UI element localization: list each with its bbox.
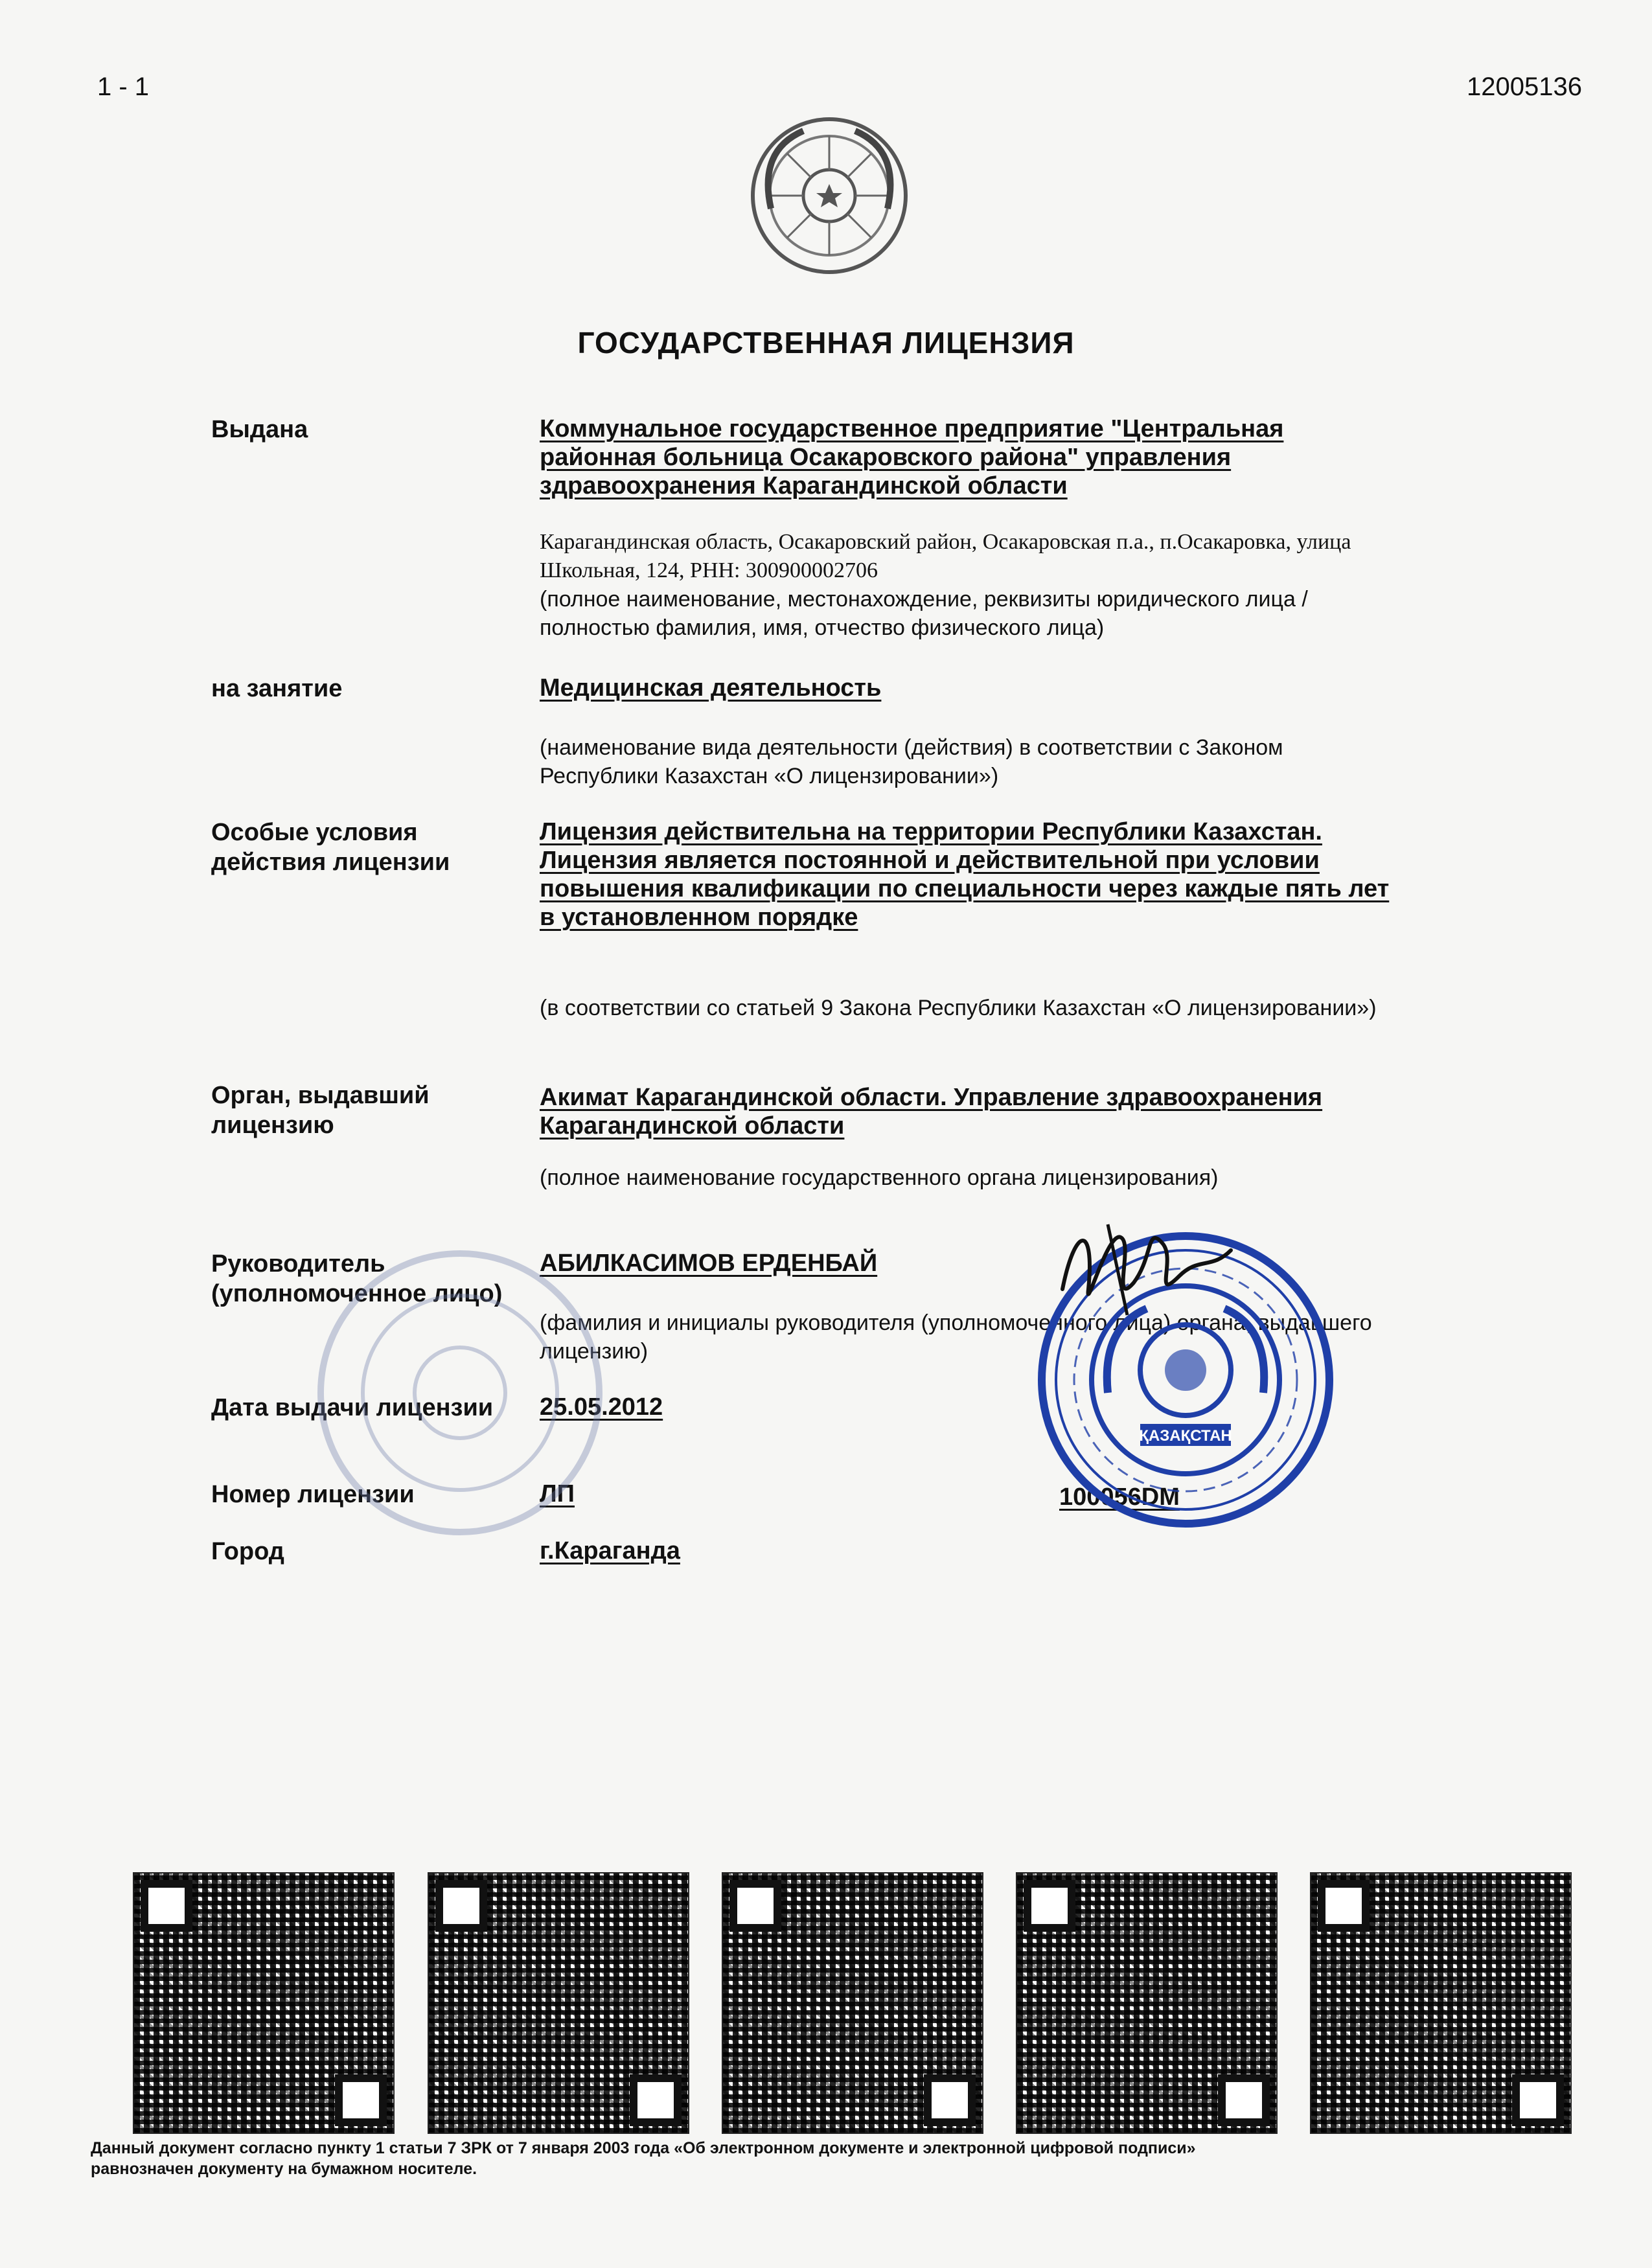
- qr-code-icon: [722, 1872, 983, 2134]
- signature-icon: [1050, 1211, 1244, 1328]
- issue-date-value: 25.05.2012: [540, 1393, 663, 1421]
- qr-code-icon: [133, 1872, 395, 2134]
- conditions-line: повышения квалификации по специальности через каждые пять лет: [540, 875, 1390, 902]
- note-line: полностью фамилия, имя, отчество физического лица): [540, 615, 1105, 640]
- qr-code-icon: [1016, 1872, 1278, 2134]
- label-line: Особые условия: [211, 819, 418, 846]
- note-line: (наименование вида деятельности (действия) в соответствии с Законом: [540, 735, 1283, 760]
- legal-footer: [91, 2138, 1322, 2179]
- city-value: г.Караганда: [540, 1537, 680, 1564]
- faint-stamp-icon: [311, 1244, 609, 1542]
- special-conditions-note: (в соответствии со статьей 9 Закона Республики Казахстан «О лицензировании»): [540, 996, 1377, 1020]
- activity-note: [540, 733, 1460, 790]
- issued-to-address: [540, 528, 1460, 585]
- issued-to-label: Выдана: [211, 416, 308, 443]
- document-id: 12005136: [1467, 73, 1582, 101]
- note-line: лицензию): [540, 1339, 648, 1364]
- special-conditions-value: [540, 818, 1460, 932]
- address-line: Школьная, 124, РНН: 300900002706: [540, 558, 878, 582]
- activity-value: Медицинская деятельность: [540, 674, 882, 702]
- conditions-line: Лицензия действительна на территории Республики Казахстан.: [540, 818, 1322, 845]
- document-title: ГОСУДАРСТВЕННАЯ ЛИЦЕНЗИЯ: [577, 326, 1075, 360]
- label-line: Руководитель: [211, 1250, 385, 1277]
- note-line: (полное наименование, местонахождение, реквизиты юридического лица /: [540, 587, 1308, 612]
- label-line: действия лицензии: [211, 849, 450, 876]
- footer-line: Данный документ согласно пункту 1 статьи 7 ЗРК от 7 января 2003 года «Об электронном документе и электронной цифровой подписи»: [91, 2139, 1196, 2157]
- issuing-authority-note: (полное наименование государственного органа лицензирования): [540, 1165, 1219, 1190]
- head-value: АБИЛКАСИМОВ ЕРДЕНБАЙ: [540, 1250, 878, 1277]
- license-number-label: Номер лицензии: [211, 1481, 415, 1508]
- issuing-authority-label: [211, 1081, 430, 1140]
- note-line: (фамилия и инициалы руководителя (уполномоченного лица) органа, выдавшего: [540, 1311, 1372, 1335]
- address-line: Карагандинская область, Осакаровский район, Осакаровская п.а., п.Осакаровка, улица: [540, 530, 1351, 554]
- label-line: лицензию: [211, 1112, 334, 1139]
- authority-line: Карагандинской области: [540, 1112, 845, 1140]
- city-label: Город: [211, 1538, 284, 1565]
- page-marker: 1 - 1: [97, 73, 150, 101]
- footer-line: равнозначен документу на бумажном носителе.: [91, 2160, 477, 2178]
- issue-date-label: Дата выдачи лицензии: [211, 1394, 494, 1421]
- note-line: Республики Казахстан «О лицензировании»): [540, 764, 999, 788]
- label-line: (уполномоченное лицо): [211, 1280, 503, 1307]
- qr-code-icon: [428, 1872, 689, 2134]
- special-conditions-label: [211, 818, 450, 877]
- issued-to-line: Коммунальное государственное предприятие "Центральная: [540, 415, 1284, 442]
- activity-label: на занятие: [211, 675, 343, 702]
- label-line: Орган, выдавший: [211, 1082, 430, 1109]
- issued-to-line: районная больница Осакаровского района" управления: [540, 444, 1232, 471]
- issued-to-note: [540, 585, 1460, 642]
- license-series-value: ЛП: [540, 1480, 575, 1507]
- conditions-line: Лицензия является постоянной и действительной при условии: [540, 847, 1320, 874]
- license-number-value: 100056DM: [1059, 1483, 1180, 1511]
- issued-to-line: здравоохранения Карагандинской области: [540, 472, 1068, 499]
- stamp-center-text: ҚАЗАҚСТАН: [1139, 1427, 1232, 1445]
- qr-code-icon: [1310, 1872, 1572, 2134]
- state-emblem-icon: [745, 111, 913, 280]
- conditions-line: в установленном порядке: [540, 904, 858, 931]
- issued-to-value: [540, 415, 1460, 500]
- issuing-authority-value: [540, 1083, 1460, 1140]
- authority-line: Акимат Карагандинской области. Управление здравоохранения: [540, 1084, 1323, 1111]
